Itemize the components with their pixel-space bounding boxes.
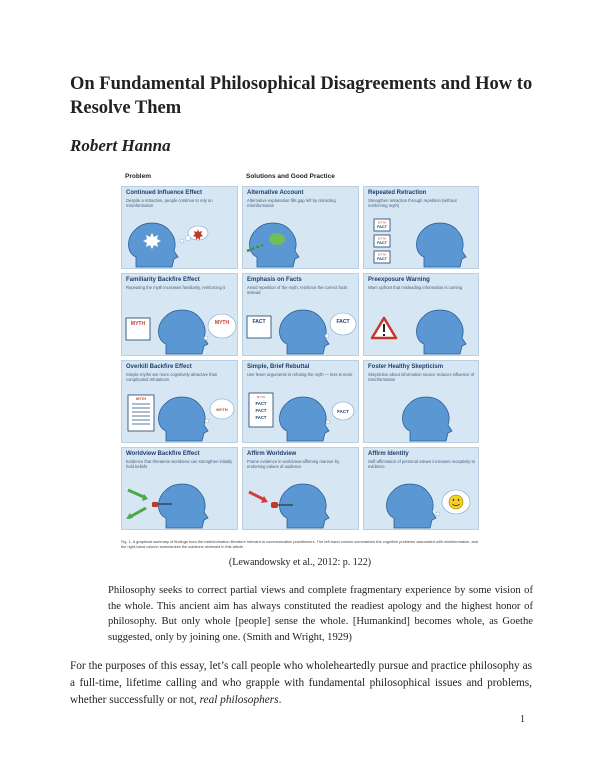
dense-card-head-bubble-illustration <box>122 361 238 443</box>
head-smiley-bubble-illustration <box>364 448 479 530</box>
card-label: FACT <box>336 319 350 325</box>
panel-title: Affirm Identity <box>368 451 409 457</box>
panel-description: Self-affirmation of personal values increases receptivity to evidence <box>368 459 475 469</box>
panel-description: Alternative explanation fills gap left by retracting misinformation <box>247 198 336 208</box>
panel-affirm-worldview <box>242 447 359 530</box>
card-label: FACT <box>337 409 349 414</box>
card-label: FACT <box>255 408 267 413</box>
head-with-dashed-arrow-illustration <box>243 187 359 269</box>
panel-title: Emphasis on Facts <box>247 277 302 283</box>
panel-description: Use fewer arguments in refuting the myth — less is more <box>247 372 353 377</box>
card-label: MYTH <box>378 220 386 225</box>
panel-alternative-account <box>242 186 359 269</box>
panel-description: Warn upfront that misleading information is coming <box>368 285 463 290</box>
panel-title: Worldview Backfire Effect <box>126 451 200 457</box>
panel-title: Alternative Account <box>247 190 304 196</box>
figure-caption: Fig. 1. A graphical summary of findings from the misinformation literature relevant to communication practitioners. The left-hand column summarizes the cognitive problems associated with misinformation, and the right-hand column summarizes the solutions reviewed in this article. <box>121 539 478 549</box>
card-label: MYTH <box>130 321 146 327</box>
panel-affirm-identity <box>363 447 479 530</box>
figure <box>121 170 479 554</box>
card-label: MYTH <box>256 395 266 399</box>
panel-description: Evidence that threatens worldview can strengthen initially held beliefs <box>126 459 233 469</box>
figure-citation: (Lewandowsky et al., 2012: p. 122) <box>228 557 372 568</box>
panel-description: Frame evidence in worldview-affirming manner by endorsing values of audience <box>247 459 340 469</box>
page-number: 1 <box>520 714 525 725</box>
figure-header-problem: Problem <box>125 173 152 180</box>
panel-repeated-retraction <box>363 186 479 269</box>
card-label: MYTH <box>378 236 386 241</box>
panel-healthy-skepticism <box>363 360 479 443</box>
panel-title: Foster Healthy Skepticism <box>368 364 444 370</box>
card-label: MYTH <box>214 320 230 326</box>
head-with-starburst-illustration <box>122 187 238 269</box>
figure-header-solutions: Solutions and Good Practice <box>246 173 335 180</box>
panel-description: Despite a retraction, people continue to rely on misinformation <box>126 198 213 208</box>
card-label: FACT <box>377 241 387 245</box>
panel-continued-influence <box>121 186 238 269</box>
myth-card-head-bubble-illustration <box>122 274 238 356</box>
panel-preexposure-warning <box>363 273 479 356</box>
panel-description: Repeating the myth increases familiarity, reinforcing it <box>126 285 226 290</box>
panel-title: Familiarity Backfire Effect <box>126 277 200 283</box>
panel-description: Simple myths are more cognitively attractive than complicated refutations <box>126 372 218 382</box>
panel-title: Affirm Worldview <box>247 451 297 457</box>
panel-overkill-backfire <box>121 360 238 443</box>
body-paragraph <box>70 658 532 708</box>
author-name: Robert Hanna <box>70 136 171 155</box>
body-emphasis: real philosophers <box>199 693 279 706</box>
panel-simple-brief-rebuttal <box>242 360 359 443</box>
card-label: FACT <box>255 415 267 420</box>
panel-description: Avoid repetition of the myth; reinforce the correct facts instead <box>247 285 348 295</box>
panel-title: Simple, Brief Rebuttal <box>247 364 310 370</box>
skeptical-head-illustration <box>364 361 479 443</box>
panel-familiarity-backfire <box>121 273 238 356</box>
paper-title: On Fundamental Philosophical Disagreements and How to Resolve Them <box>70 74 533 118</box>
repeated-cards-illustration <box>364 187 479 269</box>
panel-emphasis-on-facts <box>242 273 359 356</box>
card-label: FACT <box>377 225 387 229</box>
panel-description: Strengthen retraction through repetition (without reinforcing myth) <box>368 198 457 208</box>
warning-sign-head-illustration <box>364 274 479 356</box>
card-label: FACT <box>252 319 266 325</box>
card-label: FACT <box>255 401 267 406</box>
body-end: . <box>278 693 282 706</box>
brief-card-head-bubble-illustration <box>243 361 359 443</box>
panel-title: Overkill Backfire Effect <box>126 364 192 370</box>
panel-title: Preexposure Warning <box>368 277 430 283</box>
card-label: MYTH <box>378 252 386 257</box>
block-quote: Philosophy seeks to correct partial views and complete fragmentary experience by some vision of the whole. This ancient aim has always constituted the readiest apology and the highest honor of philosophy. But only whole [people] sense the whole. [Humankind] becomes whole, as Goethe suggested, only by joining one. (Smith and Wright, 1929) <box>108 585 533 643</box>
body-text: For the purposes of this essay, let’s call people who wholeheartedly pursue and practice philosophy as a full-time, lifetime calling and who grapple with fundamental philosophical issues and problems, whether successfully or not, <box>70 660 532 706</box>
card-label: FACT <box>377 257 387 261</box>
panel-title: Continued Influence Effect <box>126 190 203 196</box>
card-label: MYTH <box>216 407 228 412</box>
head-red-arrow-illustration <box>243 448 359 530</box>
head-arrows-glasses-illustration <box>122 448 238 530</box>
panel-description: Skepticism about information source reduces influence of misinformation <box>368 372 475 382</box>
fact-card-head-bubble-illustration <box>243 274 359 356</box>
panel-worldview-backfire <box>121 447 238 530</box>
card-label: MYTH <box>136 397 146 401</box>
panel-title: Repeated Retraction <box>368 190 427 196</box>
